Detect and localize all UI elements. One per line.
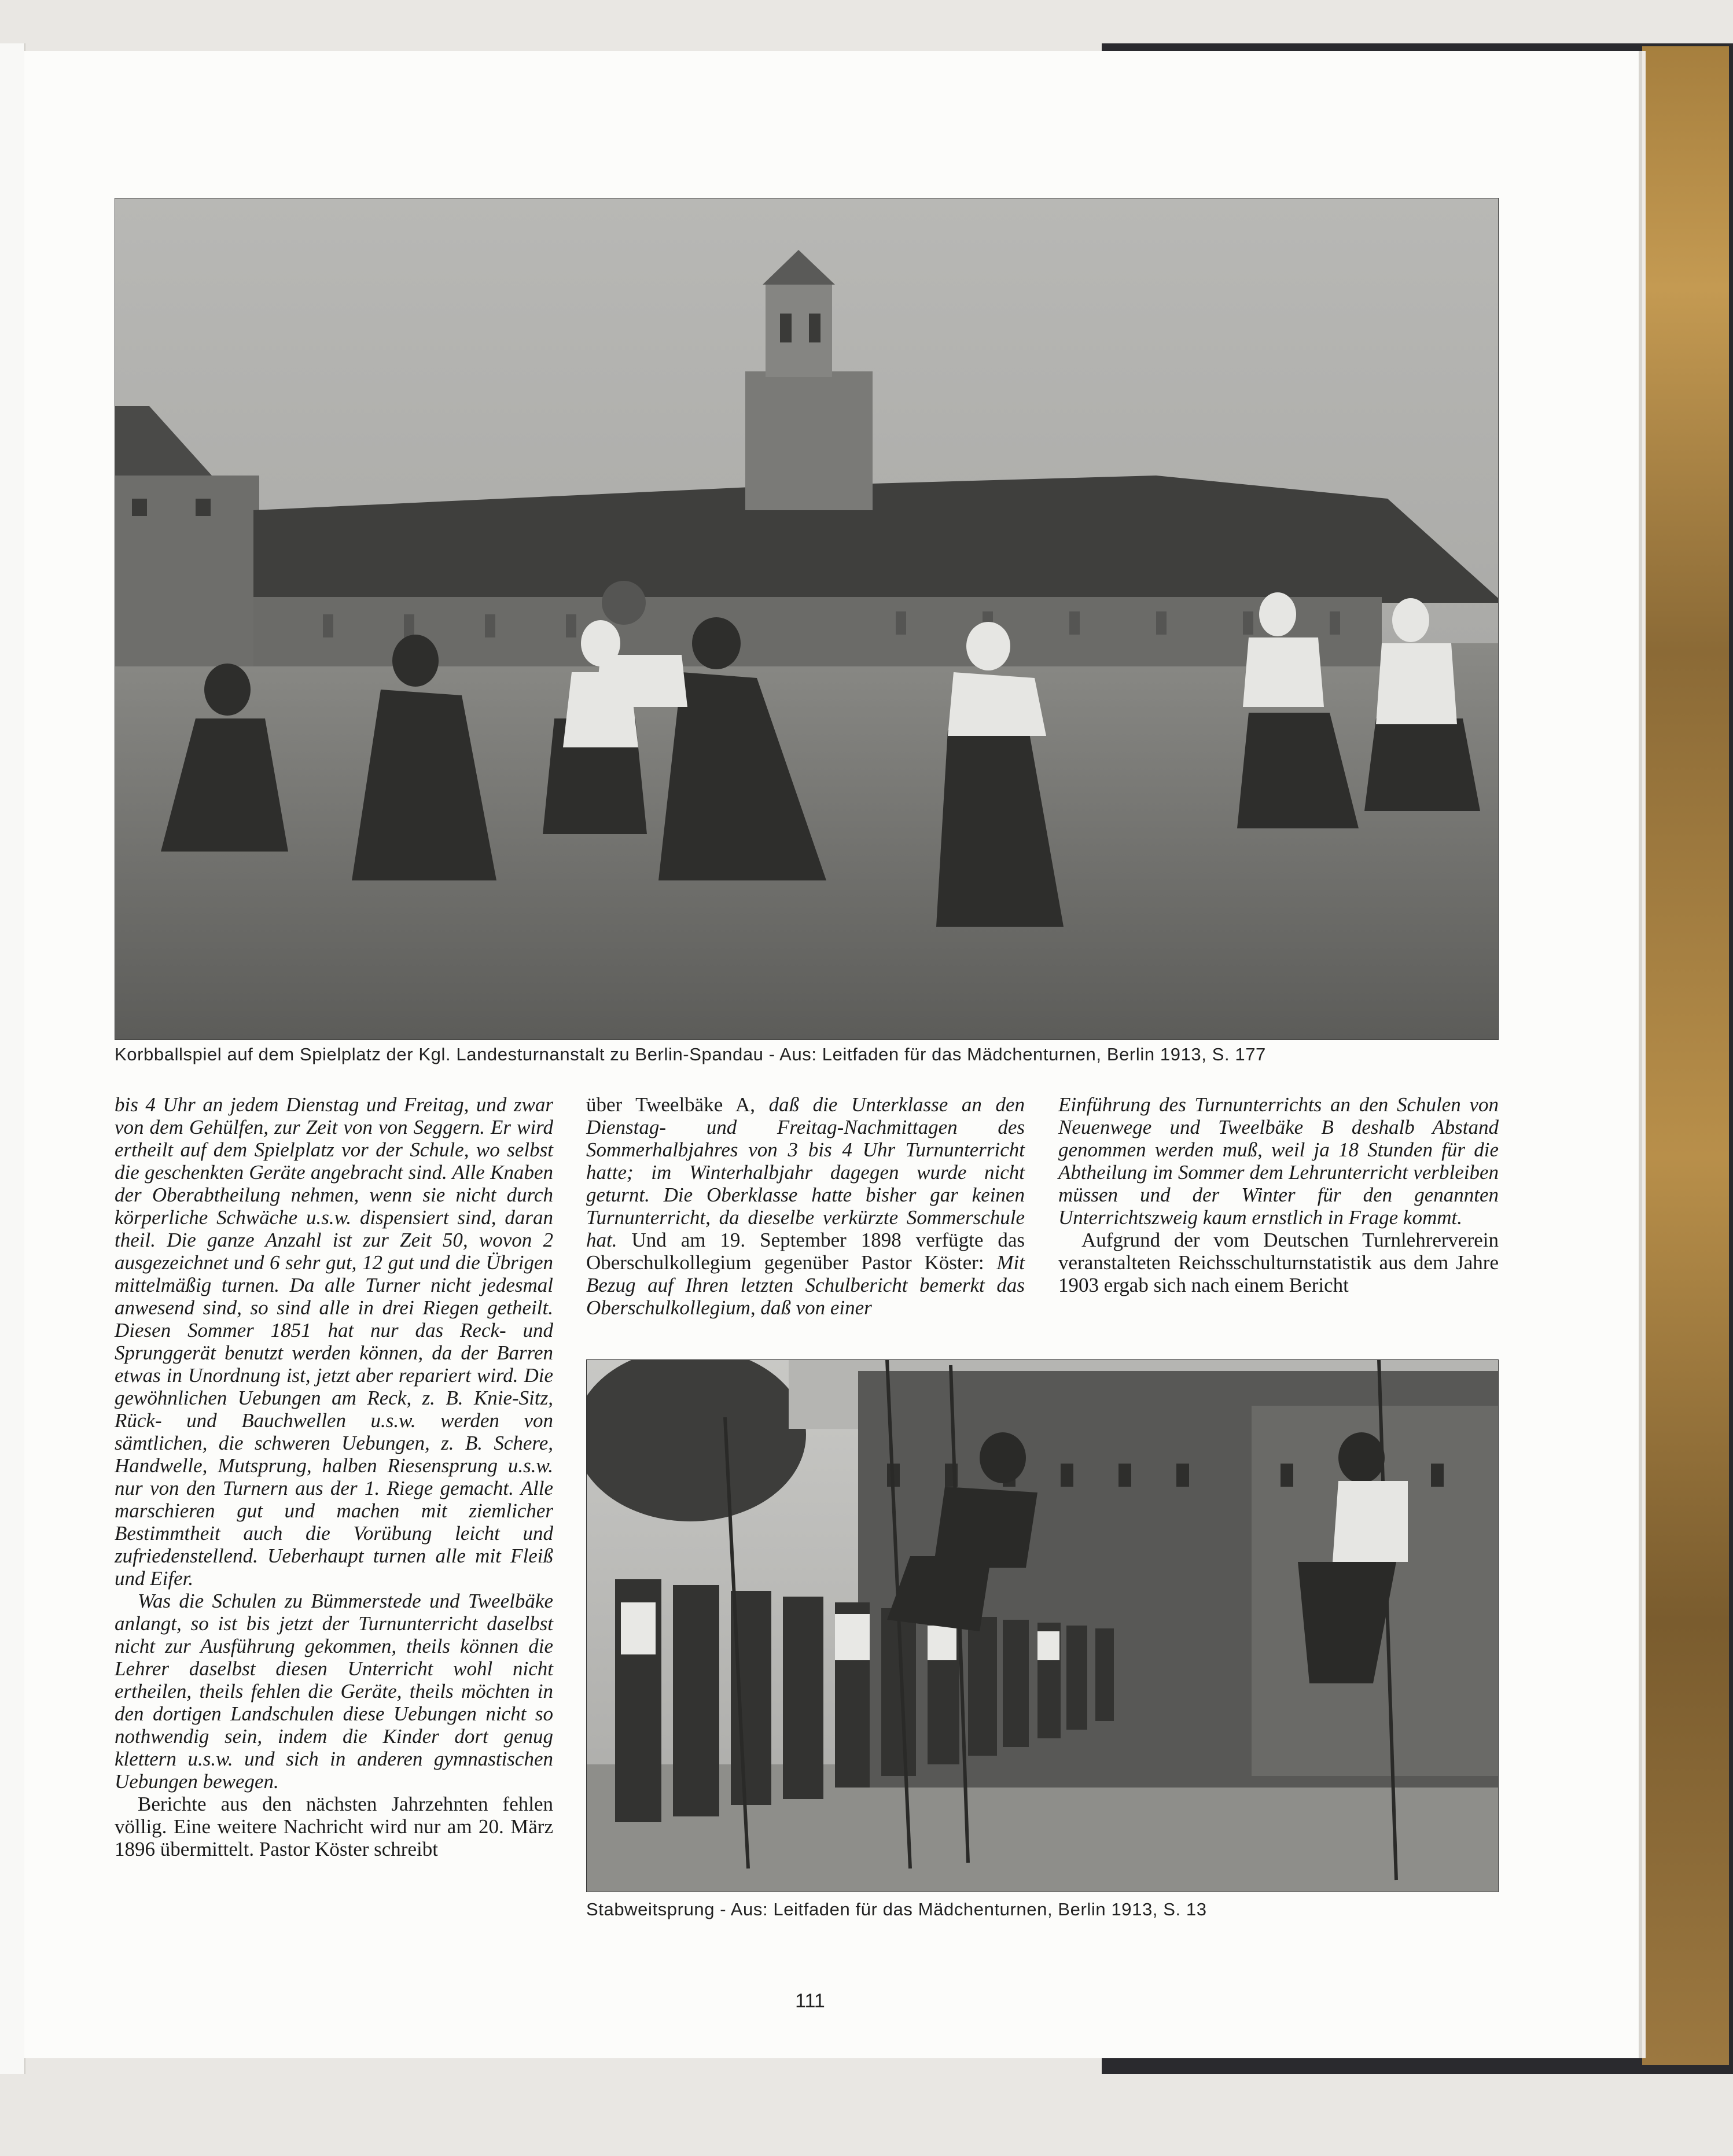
col2-text-a: über Tweelbäke A,	[586, 1093, 769, 1116]
col2-paragraph-1	[586, 1093, 1025, 1319]
text-column-2	[586, 1093, 1025, 1319]
col2-text-b: daß die Unterklasse an den Dienstag- und Freitag-Nachmittagen des Sommerhalbjahres von 3 bis 4 Uhr Turnunterricht hatte; im Winterhalbjahr dagegen wurde nicht geturnt. Die Oberklasse hatte bisher gar keinen Turnunterricht, da dieselbe verkürzte Sommerschule hat.	[586, 1093, 1025, 1251]
text-column-3	[1058, 1093, 1499, 1296]
photo-stabweitsprung	[586, 1359, 1499, 1892]
book-spine-strip	[1642, 46, 1729, 2065]
figure-1-caption: Korbballspiel auf dem Spielplatz der Kgl. Landesturnanstalt zu Berlin-Spandau - Aus: Leitfaden für das Mädchenturnen, Berlin 1913, S. 177	[115, 1044, 1266, 1064]
page-number: 111	[795, 1990, 825, 2012]
col2-text-c: Und am 19. September 1898 verfügte das Oberschulkollegium gegenüber Pastor Köster:	[586, 1229, 1025, 1274]
col3-paragraph-1: Einführung des Turnunterrichts an den Schulen von Neuenwege und Tweelbäke B deshalb Abstand genommen werden muß, weil ja 18 Stunden für die Abtheilung im Sommer dem Lehrunterricht verbleiben müssen und der Winter für den genannten Unterrichtszweig kaum ernstlich in Frage kommt.	[1058, 1093, 1499, 1229]
text-column-1	[115, 1093, 553, 1860]
left-page-edge	[0, 43, 25, 2074]
col3-paragraph-2: Aufgrund der vom Deutschen Turnlehrerverein veranstalteten Reichsschulturnstatistik aus dem Jahre 1903 ergab sich nach einem Bericht	[1058, 1229, 1499, 1296]
col2-text-d: Mit Bezug auf Ihren letzten Schulbericht bemerkt das Oberschulkollegium, daß von einer	[586, 1251, 1025, 1319]
col1-paragraph-2: Was die Schulen zu Bümmerstede und Tweelbäke anlangt, so ist bis jetzt der Turnunterricht daselbst nicht zur Ausführung gekommen, theils können die Lehrer daselbst diesen Unterricht wohl nicht ertheilen, theils fehlen die Geräte, theils möchten in den dortigen Landschulen diese Uebungen nicht so nothwendig sein, indem die Kinder dort genug klettern u.s.w. und sich in anderen gymnastischen Uebungen bewegen.	[115, 1590, 553, 1793]
figure-2-caption: Stabweitsprung - Aus: Leitfaden für das Mädchenturnen, Berlin 1913, S. 13	[586, 1899, 1207, 1919]
col1-paragraph-1: bis 4 Uhr an jedem Dienstag und Freitag, und zwar von dem Gehülfen, zur Zeit von von Seggern. Er wird ertheilt auf dem Spielplatz vor der Schule, wo selbst die geschenkten Geräte angebracht sind. Alle Knaben der Oberabtheilung nehmen, wenn sie nicht durch körperliche Schwäche u.s.w. dispensiert sind, daran theil. Die ganze Anzahl ist zur Zeit 50, wovon 2 ausgezeichnet und 6 sehr gut, 12 gut und die Übrigen mittelmäßig turnen. Da alle Turner nicht jedesmal anwesend sind, so sind alle in drei Riegen getheilt. Diesen Sommer 1851 hat nur das Reck- und Sprunggerät benutzt werden können, da der Barren etwas in Unordnung ist, jetzt aber repariert wird. Die gewöhnlichen Uebungen am Reck, z. B. Knie-Sitz, Rück- und Bauchwellen u.s.w. werden von sämtlichen, die schweren Uebungen, z. B. Schere, Handwelle, Mutsprung, halben Riesensprung u.s.w. nur von den Turnern aus der 1. Riege gemacht. Alle marschieren gut und machen mit ziemlicher Bestimmtheit auch die Vorübung leicht und zufriedenstellend. Ueberhaupt turnen alle mit Fleiß und Eifer.	[115, 1093, 553, 1590]
photo-korbballspiel	[115, 198, 1499, 1040]
col1-paragraph-3: Berichte aus den nächsten Jahrzehnten fehlen völlig. Eine weitere Nachricht wird nur am 20. März 1896 übermittelt. Pastor Köster schreibt	[115, 1793, 553, 1860]
